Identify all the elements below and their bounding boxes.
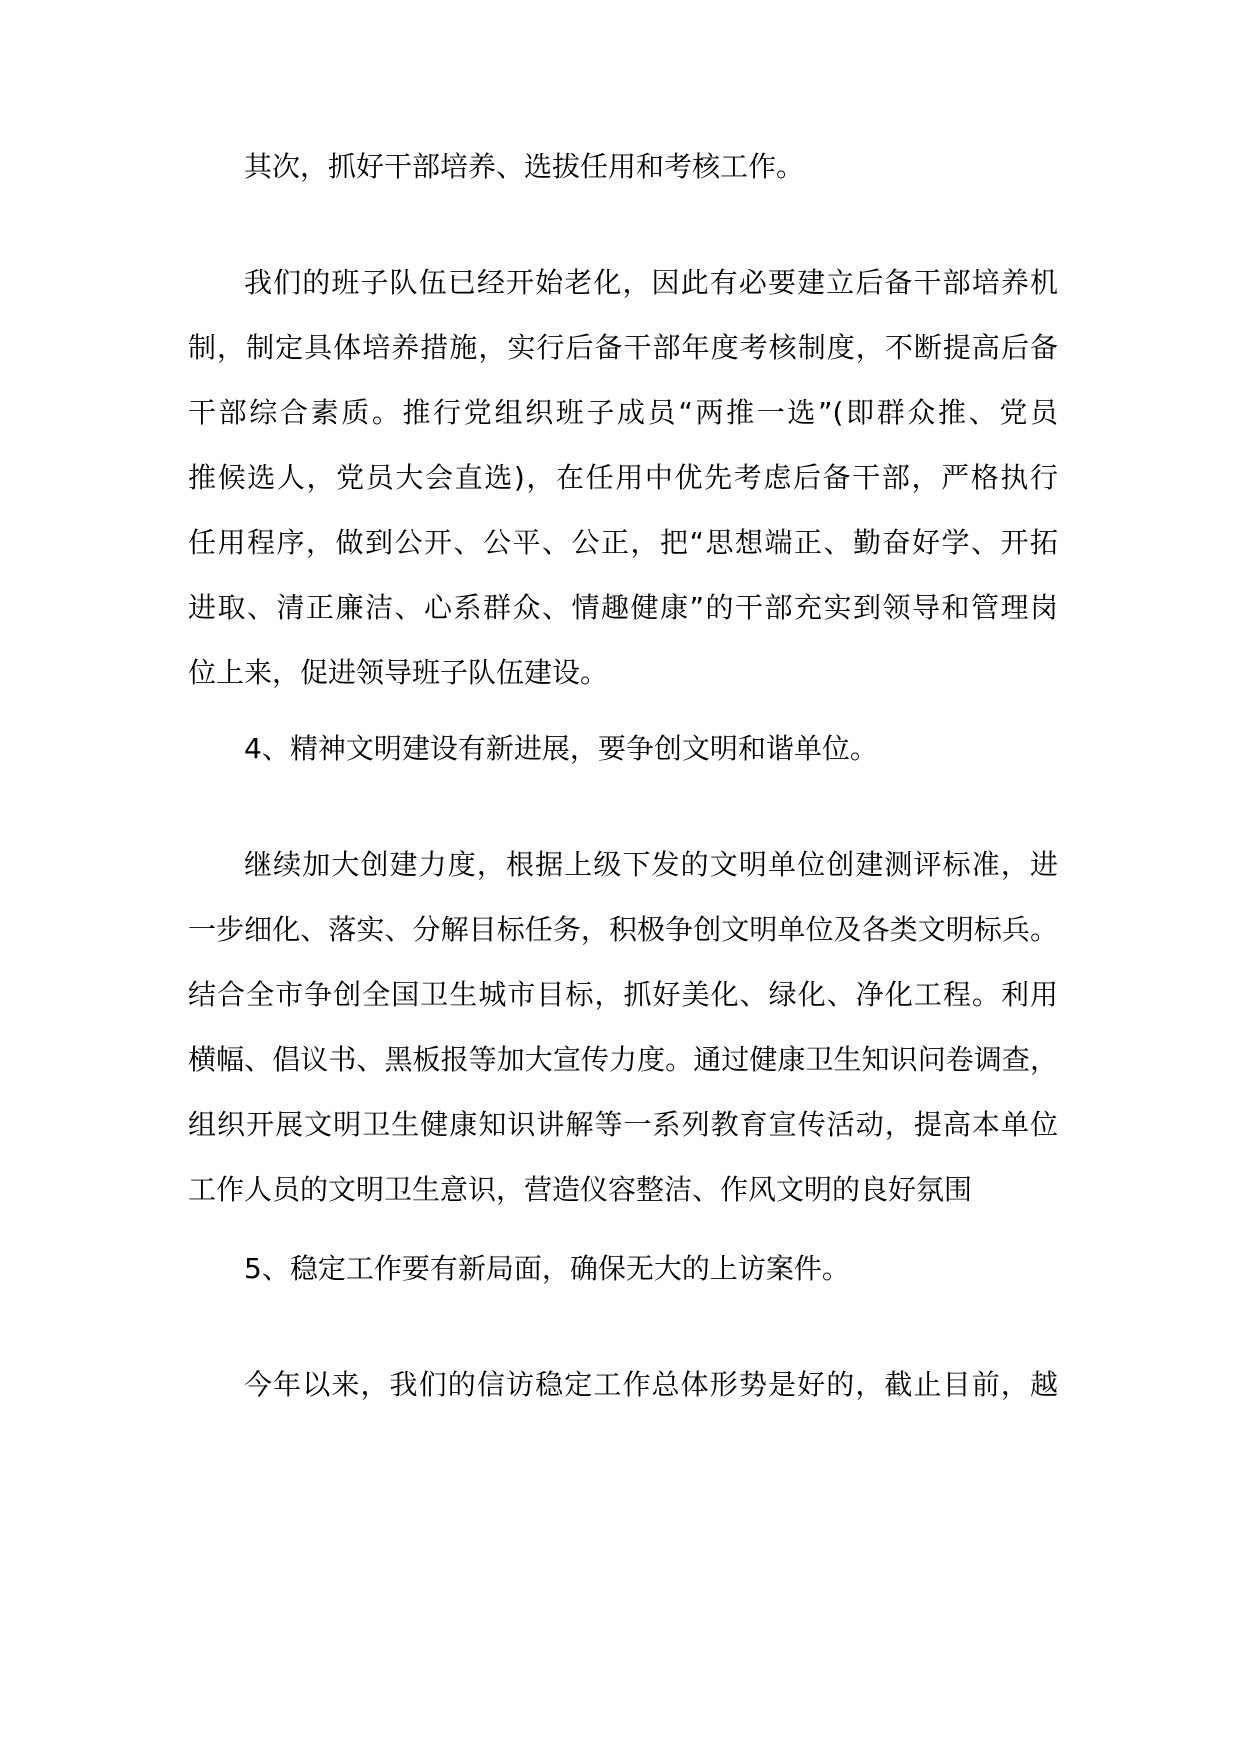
text-line: 其次，抓好干部培养、选拔任用和考核工作。 (244, 150, 805, 183)
text-line: 5、稳定工作要有新局面，确保无大的上访案件。 (244, 1252, 850, 1285)
text-line: 干部综合素质。推行党组织班子成员“两推一选”(即群众推、党员 (188, 396, 1058, 429)
paragraph-heading-cadre (188, 134, 1058, 199)
text-line: 一步细化、落实、分解目标任务，积极争创文明单位及各类文明标兵。 (188, 913, 1058, 946)
text-line: 继续加大创建力度，根据上级下发的文明单位创建测评标准，进 (244, 848, 1058, 881)
paragraph-cadre-training (188, 250, 1058, 705)
paragraph-petition-work (188, 1352, 1058, 1417)
text-line: 4、精神文明建设有新进展，要争创文明和谐单位。 (244, 732, 878, 765)
text-line: 横幅、倡议书、黑板报等加大宣传力度。通过健康卫生知识问卷调查， (188, 1043, 1058, 1076)
text-line: 结合全市争创全国卫生城市目标，抓好美化、绿化、净化工程。利用 (188, 978, 1058, 1011)
text-line: 今年以来，我们的信访稳定工作总体形势是好的，截止目前，越 (244, 1368, 1058, 1401)
text-line: 工作人员的文明卫生意识，营造仪容整洁、作风文明的良好氛围 (188, 1173, 973, 1206)
text-line: 推候选人，党员大会直选)，在任用中优先考虑后备干部，严格执行 (188, 461, 1058, 494)
text-line: 组织开展文明卫生健康知识讲解等一系列教育宣传活动，提高本单位 (188, 1108, 1058, 1141)
text-line: 制，制定具体培养措施，实行后备干部年度考核制度，不断提高后备 (188, 331, 1058, 364)
text-line: 位上来，促进领导班子队伍建设。 (188, 656, 609, 689)
text-line: 进取、清正廉洁、心系群众、情趣健康”的干部充实到领导和管理岗 (188, 591, 1058, 624)
text-line: 任用程序，做到公开、公平、公正，把“思想端正、勤奋好学、开拓 (188, 526, 1058, 559)
text-line: 我们的班子队伍已经开始老化，因此有必要建立后备干部培养机 (244, 266, 1058, 299)
paragraph-civilization-building (188, 832, 1058, 1222)
paragraph-heading-civilization (188, 716, 1058, 781)
paragraph-heading-stability (188, 1236, 1058, 1301)
